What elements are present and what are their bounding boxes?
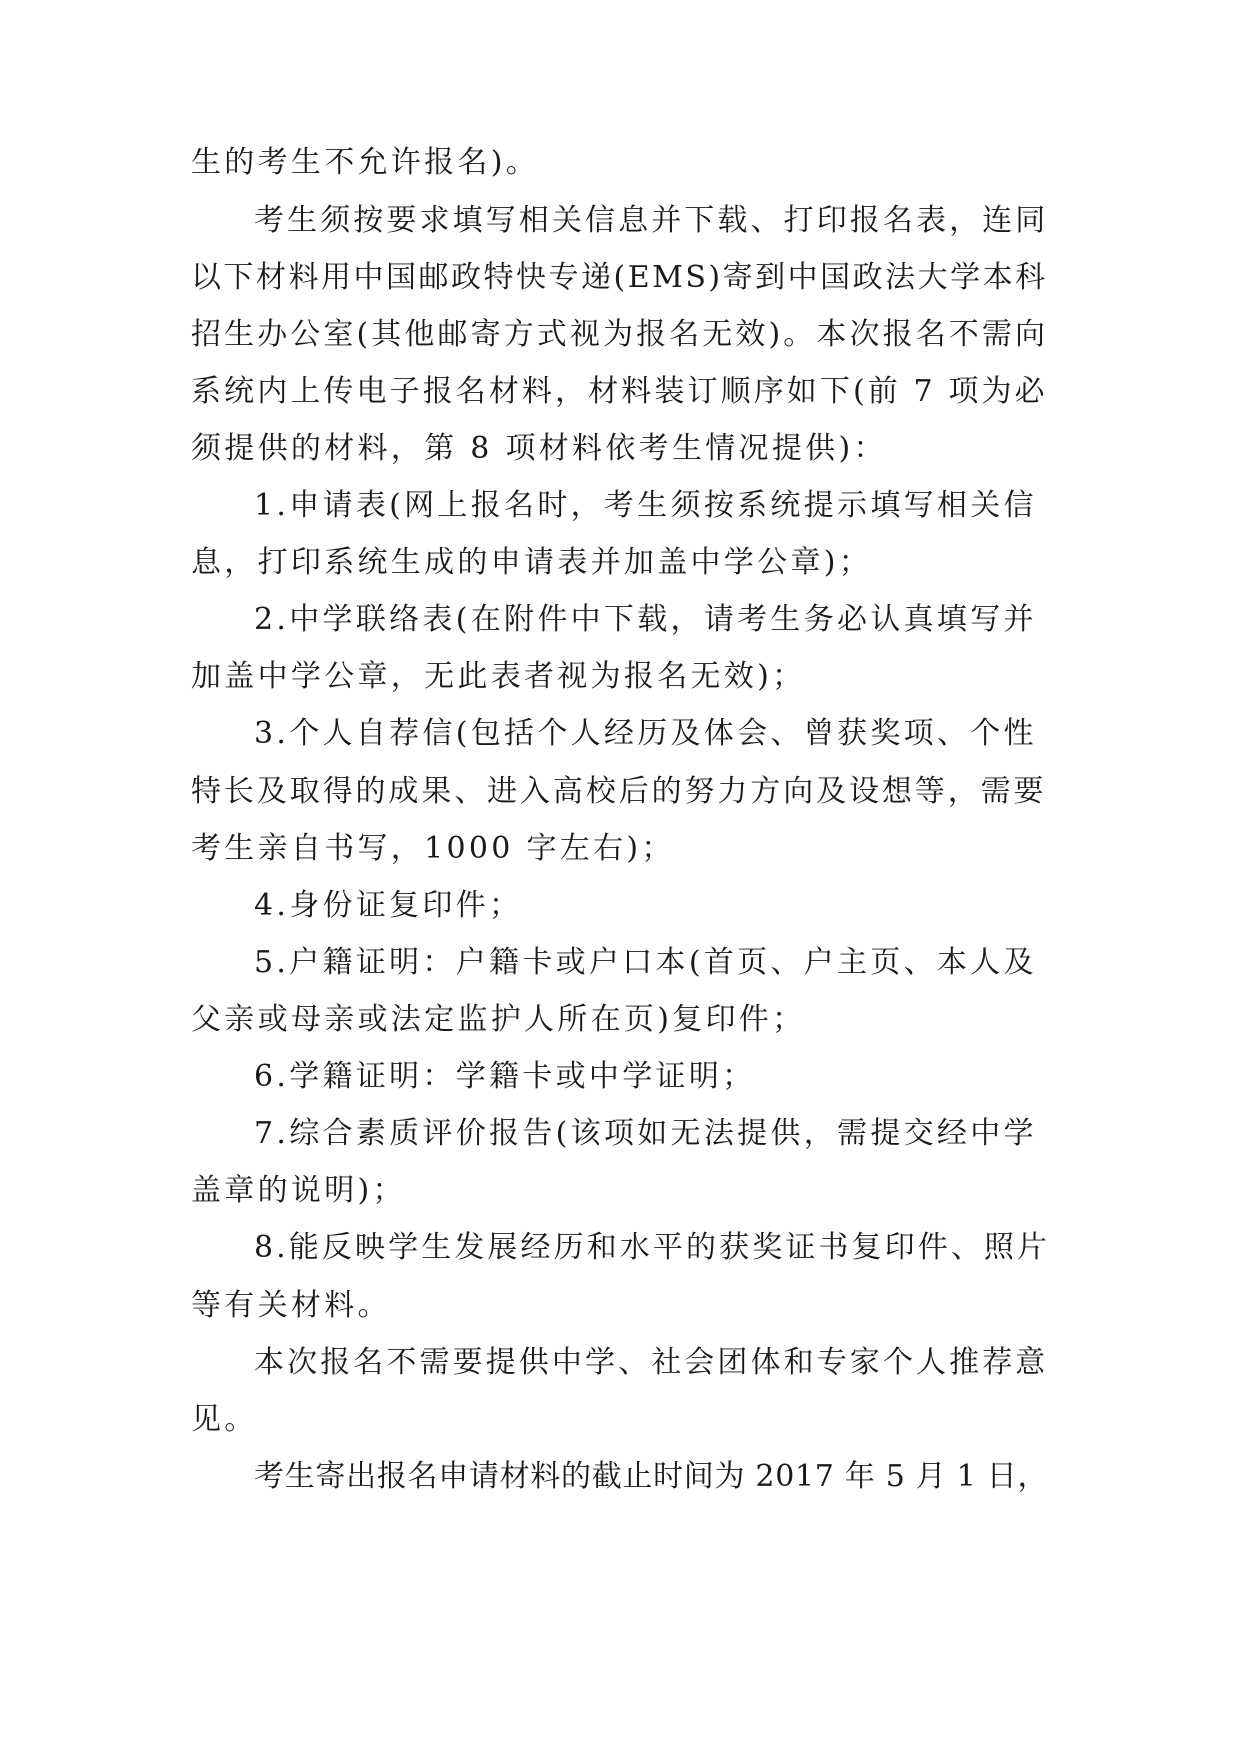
list-item-line: 5.户籍证明：户籍卡或户口本(首页、户主页、本人及 [254, 945, 1037, 980]
paragraph-line: 系统内上传电子报名材料，材料装订顺序如下(前 7 项为必 [191, 374, 1048, 409]
list-item-line: 7.综合素质评价报告(该项如无法提供，需提交经中学 [254, 1116, 1037, 1151]
list-item-line: 特长及取得的成果、进入高校后的努力方向及设想等，需要 [191, 774, 1047, 809]
list-item-line: 3.个人自荐信(包括个人经历及体会、曾获奖项、个性 [254, 716, 1037, 751]
list-item-line: 盖章的说明)； [191, 1173, 406, 1208]
list-item-line: 父亲或母亲或法定监护人所在页)复印件； [191, 1002, 806, 1037]
list-item-line: 等有关材料。 [191, 1288, 391, 1323]
paragraph-line: 考生寄出报名申请材料的截止时间为 2017 年 5 月 1 日， [254, 1459, 1049, 1494]
paragraph-line: 招生办公室(其他邮寄方式视为报名无效)。本次报名不需向 [191, 317, 1049, 352]
list-item-line: 加盖中学公章，无此表者视为报名无效)； [191, 659, 806, 694]
paragraph-line: 生的考生不允许报名)。 [191, 145, 540, 180]
paragraph-line: 本次报名不需要提供中学、社会团体和专家个人推荐意 [254, 1345, 1049, 1380]
list-item-line: 6.学籍证明：学籍卡或中学证明； [254, 1059, 756, 1094]
paragraph-line: 考生须按要求填写相关信息并下载、打印报名表，连同 [254, 203, 1049, 238]
paragraph-line: 以下材料用中国邮政特快专递(EMS)寄到中国政法大学本科 [191, 260, 1048, 295]
paragraph-line: 见。 [191, 1402, 258, 1437]
list-item-line: 息，打印系统生成的申请表并加盖中学公章)； [191, 545, 873, 580]
list-item-line: 1.申请表(网上报名时，考生须按系统提示填写相关信 [254, 488, 1037, 523]
list-item-line: 8.能反映学生发展经历和水平的获奖证书复印件、照片 [254, 1230, 1051, 1265]
paragraph-line: 须提供的材料，第 8 项材料依考生情况提供)： [191, 431, 887, 466]
list-item-line: 4.身份证复印件； [254, 888, 523, 923]
list-item-line: 2.中学联络表(在附件中下载，请考生务必认真填写并 [254, 602, 1037, 637]
list-item-line: 考生亲自书写，1000 字左右)； [191, 831, 675, 866]
